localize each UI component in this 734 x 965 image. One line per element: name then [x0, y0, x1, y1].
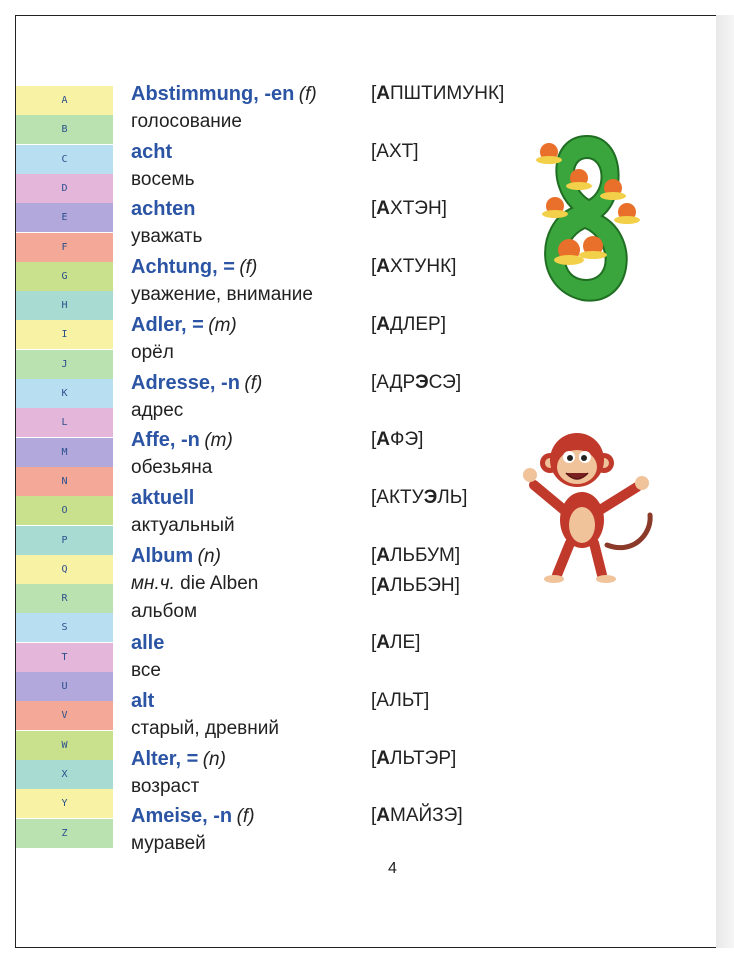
alphabet-tab-v: V	[16, 701, 113, 730]
dictionary-entry	[131, 542, 551, 626]
alphabet-tab-a: A	[16, 86, 113, 115]
alphabet-tab-u: U	[16, 672, 113, 701]
dictionary-entry	[131, 253, 551, 309]
dictionary-entry	[131, 195, 551, 251]
alphabet-tab-e: E	[16, 203, 113, 232]
headword: alle	[131, 632, 165, 655]
snail-icon	[536, 143, 562, 164]
dictionary-entry	[131, 745, 551, 801]
headword: Adresse, -n	[131, 371, 240, 394]
grammar-note: (f)	[298, 84, 317, 105]
alphabet-tab-i: I	[16, 320, 113, 349]
alphabet-tab-c: C	[16, 145, 113, 174]
alphabet-tab-k: K	[16, 379, 113, 408]
alphabet-tab-y: Y	[16, 789, 113, 818]
headword: alt	[131, 690, 155, 712]
number-eight-snails-illustration	[527, 128, 647, 308]
alphabet-tab-z: Z	[16, 819, 113, 848]
alphabet-tab-g: G	[16, 262, 113, 291]
translation: муравей	[131, 833, 206, 855]
alphabet-tab-b: B	[16, 115, 113, 144]
pronunciation: [АЛЬБУМ]	[371, 544, 461, 566]
dictionary-entry	[131, 369, 551, 425]
grammar-note: (m)	[204, 430, 233, 452]
alphabet-tab-t: T	[16, 643, 113, 672]
headword: Abstimmung, -en	[131, 83, 295, 105]
headword: aktuell	[131, 486, 195, 509]
alphabet-tab-x: X	[16, 760, 113, 789]
dictionary-entry	[131, 138, 551, 194]
plural-pronunciation: [АЛЬБЭН]	[371, 574, 460, 596]
pronunciation: [АХТ]	[371, 140, 419, 162]
alphabet-tab-l: L	[16, 408, 113, 437]
headword: Ameise, -n	[131, 805, 233, 828]
translation: восемь	[131, 168, 195, 190]
translation: возраст	[131, 775, 200, 797]
translation: адрес	[131, 399, 184, 421]
grammar-note: (n)	[197, 545, 221, 567]
headword: Achtung, =	[131, 256, 235, 279]
snail-icon	[614, 203, 640, 224]
grammar-note: (f)	[244, 372, 263, 394]
page-number: 4	[388, 860, 397, 877]
translation: актуальный	[131, 514, 235, 536]
dictionary-entry	[131, 629, 551, 685]
translation: уважать	[131, 226, 203, 248]
alphabet-tab-j: J	[16, 350, 113, 379]
grammar-note: (n)	[202, 748, 226, 770]
grammar-note: (f)	[236, 806, 255, 828]
dictionary-entry	[131, 311, 551, 367]
translation: альбом	[131, 600, 198, 622]
pronunciation: [АПШТИМУНК]	[371, 83, 505, 104]
plural-form: мн.ч. die Alben	[131, 572, 259, 594]
pronunciation: [АЛЕ]	[371, 632, 421, 654]
snail-icon	[542, 197, 568, 218]
alphabet-tab-o: O	[16, 496, 113, 525]
headword: Alter, =	[131, 747, 199, 770]
headword: Album	[131, 544, 194, 567]
pronunciation: [АЛЬТЭР]	[371, 747, 457, 769]
pronunciation: [АКТУЭЛЬ]	[371, 486, 468, 508]
translation: голосование	[131, 111, 242, 132]
alphabet-tab-f: F	[16, 233, 113, 262]
translation: орёл	[131, 341, 174, 363]
pronunciation: [АДРЭСЭ]	[371, 371, 462, 393]
alphabet-tab-w: W	[16, 731, 113, 760]
headword: Affe, -n	[131, 429, 200, 452]
dictionary-entry	[131, 802, 551, 858]
alphabet-tab-h: H	[16, 291, 113, 320]
pronunciation: [АХТУНК]	[371, 256, 457, 278]
page-edge-shadow	[716, 15, 734, 948]
alphabet-tab-r: R	[16, 584, 113, 613]
pronunciation: [АДЛЕР]	[371, 313, 446, 335]
alphabet-tab-q: Q	[16, 555, 113, 584]
dictionary-entry	[131, 484, 551, 540]
translation: обезьяна	[131, 457, 213, 479]
pronunciation: [АХТЭН]	[371, 198, 447, 220]
monkey-illustration	[512, 425, 662, 585]
alphabet-tab-m: M	[16, 438, 113, 467]
grammar-note: (m)	[208, 314, 237, 336]
headword: acht	[131, 140, 173, 163]
alphabet-tab-p: P	[16, 526, 113, 555]
pronunciation: [АФЭ]	[371, 429, 424, 451]
alphabet-tab-d: D	[16, 174, 113, 203]
pronunciation: [АЛЬТ]	[371, 690, 430, 711]
headword: Adler, =	[131, 313, 204, 336]
translation: старый, древний	[131, 718, 279, 739]
pronunciation: [АМАЙЗЭ]	[371, 805, 463, 827]
dictionary-entry	[131, 426, 551, 482]
alphabet-tab-n: N	[16, 467, 113, 496]
headword: achten	[131, 198, 196, 221]
dictionary-entry	[131, 687, 551, 743]
translation: уважение, внимание	[131, 284, 313, 306]
grammar-note: (f)	[239, 257, 258, 279]
alphabet-tab-s: S	[16, 613, 113, 642]
translation: все	[131, 660, 161, 682]
